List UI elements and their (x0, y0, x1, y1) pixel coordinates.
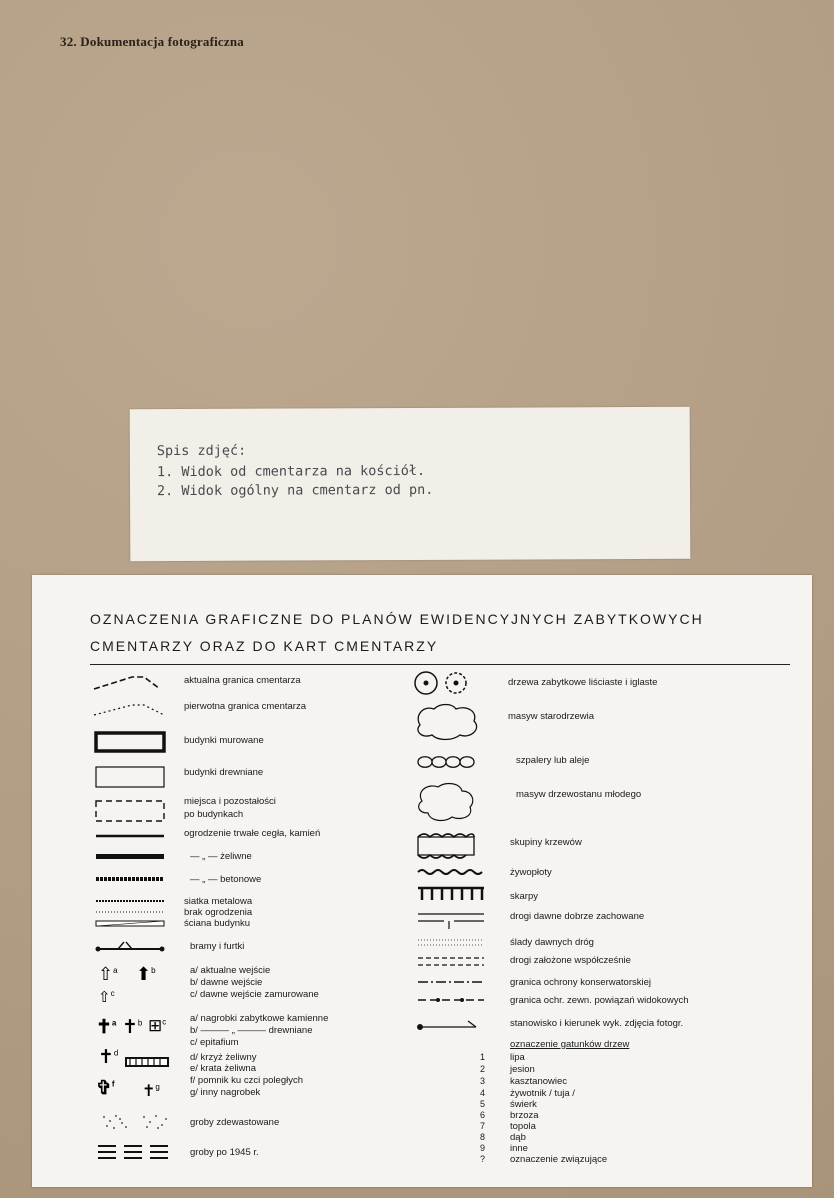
legend-label: drogi dawne dobrze zachowane (510, 911, 645, 922)
tree-number: 9 (480, 1143, 486, 1153)
tree-number: 1 (480, 1052, 486, 1062)
tree-species: brzoza (510, 1110, 539, 1121)
hedges-symbol (414, 867, 494, 877)
legend-label: stanowisko i kierunek wyk. zdjęcia fotogr. (510, 1018, 684, 1029)
tree-species: inne (510, 1143, 528, 1154)
old-woodland-symbol (412, 701, 492, 741)
legend-label: siatka metalowa (184, 896, 253, 907)
legend-label: budynki drewniane (184, 767, 264, 778)
legend-label: — „ — żeliwne (190, 851, 252, 862)
legend-label: skupiny krzewów (510, 837, 582, 848)
legend-label: d/ krzyż żeliwny (190, 1052, 257, 1063)
tree-species: żywotnik / tuja / (510, 1088, 575, 1099)
tree-number: ? (480, 1154, 486, 1164)
legend-sheet (32, 575, 812, 1187)
legend-label: c/ epitafium (190, 1037, 239, 1048)
legend-label: e/ krata żeliwna (190, 1063, 257, 1074)
title-divider (90, 664, 790, 665)
legend-label: groby zdewastowane (190, 1117, 280, 1128)
legend-label: f/ pomnik ku czci poległych (190, 1075, 303, 1086)
legend-label: groby po 1945 r. (190, 1147, 259, 1158)
current-boundary-symbol (92, 671, 172, 695)
brick-building-symbol (92, 729, 172, 755)
tree-number: 3 (480, 1076, 486, 1086)
tree-species: dąb (510, 1132, 526, 1143)
legend-label: pierwotna granica cmentarza (184, 701, 306, 712)
legend-label: aktualna granica cmentarza (184, 675, 301, 686)
gates-symbol (92, 939, 172, 955)
concrete-fence-symbol (92, 873, 172, 885)
legend-label: b/ ——— „ ——— drewniane (190, 1025, 313, 1036)
legend-label: szpalery lub aleje (516, 755, 590, 766)
epitaph-icon: ⊞$^c$ (148, 1016, 167, 1035)
legend-label: po budynkach (184, 809, 244, 820)
tree-number: 2 (480, 1064, 486, 1074)
conservation-boundary-symbol (414, 977, 494, 987)
legend-title-line1: OZNACZENIA GRAFICZNE DO PLANÓW EWIDENCYJNYCH ZABYTKOWYCH (90, 611, 704, 627)
fence-types-symbol (92, 897, 172, 931)
photo-list-item: 1. Widok od cmentarza na kościół. (156, 462, 426, 481)
legend-label: żywopłoty (510, 867, 552, 878)
iron-grate-icon (124, 1055, 172, 1069)
legend-label: ślady dawnych dróg (510, 937, 594, 948)
legend-label: granica ochr. zewn. powiązań widokowych (510, 995, 689, 1006)
legend-label: bramy i furtki (190, 941, 245, 952)
old-roads-symbol (414, 909, 494, 929)
solid-fence-symbol (92, 831, 172, 841)
legend-label: skarpy (510, 891, 538, 902)
original-boundary-symbol (92, 697, 172, 719)
road-traces-symbol (414, 937, 494, 947)
other-tomb-icon: ✝$^g$ (142, 1082, 160, 1100)
young-woodland-symbol (412, 779, 492, 823)
legend-label: masyw drzewostanu młodego (516, 789, 642, 800)
tree-species: świerk (510, 1099, 537, 1110)
photo-list-slip (130, 407, 691, 561)
photo-list-item: 2. Widok ogólny na cmentarz od pn. (156, 481, 434, 500)
view-zone-boundary-symbol (414, 995, 494, 1005)
tree-rows-symbol (414, 751, 494, 773)
memorial-icon: ✞$^f$ (96, 1078, 115, 1099)
photo-list-title: Spis zdjęć: (156, 442, 247, 460)
legend-label: g/ inny nagrobek (190, 1087, 261, 1098)
tree-number: 8 (480, 1132, 486, 1142)
legend-label: a/ aktualne wejście (190, 965, 271, 976)
tree-number: 7 (480, 1121, 486, 1131)
legend-label: miejsca i pozostałości (184, 796, 276, 807)
legend-title-line2: CMENTARZY ORAZ DO KART CMENTARZY (90, 638, 439, 654)
historic-trees-symbol (412, 669, 482, 697)
tree-species: oznaczenie związujące (510, 1154, 608, 1165)
legend-label: b/ dawne wejście (190, 977, 263, 988)
legend-label: drzewa zabytkowe liściaste i iglaste (508, 677, 658, 688)
legend-label: ściana budynku (184, 918, 251, 929)
legend-label: a/ nagrobki zabytkowe kamienne (190, 1013, 329, 1024)
iron-fence-symbol (92, 851, 172, 863)
legend-label: granica ochrony konserwatorskiej (510, 977, 651, 988)
tree-species: kasztanowiec (510, 1076, 568, 1087)
photo-position-symbol (414, 1017, 494, 1033)
legend-label: masyw starodrzewia (508, 711, 595, 722)
wooden-tomb-icon: ✝$^b$ (122, 1017, 143, 1038)
legend-label: brak ogrodzenia (184, 907, 253, 918)
legend-label: c/ dawne wejście zamurowane (190, 989, 319, 1000)
building-remains-symbol (92, 797, 172, 825)
page-title: 32. Dokumentacja fotograficzna (60, 34, 244, 49)
shrubs-symbol (414, 831, 494, 861)
new-roads-symbol (414, 955, 494, 969)
tree-species: topola (510, 1121, 536, 1132)
legend-label: ogrodzenie trwałe cegła, kamień (184, 828, 321, 839)
iron-cross-icon: ✝$^d$ (98, 1047, 119, 1068)
tree-number: 6 (480, 1110, 486, 1120)
tree-species: jesion (510, 1064, 535, 1075)
legend-label: oznaczenie gatunków drzew (510, 1039, 630, 1050)
legend-label: — „ — betonowe (190, 874, 262, 885)
walled-entrance-icon: ⇧$^c$ (98, 989, 115, 1006)
current-entrance-icon: ⇧$^a$ (98, 964, 118, 984)
former-entrance-icon: ⬆$^b$ (136, 964, 156, 984)
stone-tomb-icon: ✝$^a$ (96, 1017, 117, 1038)
tree-number: 5 (480, 1099, 486, 1109)
legend-label: budynki murowane (184, 735, 264, 746)
legend-label: drogi założone współcześnie (510, 955, 631, 966)
post-1945-graves-symbol (92, 1141, 178, 1165)
slopes-symbol (414, 885, 494, 903)
tree-species: lipa (510, 1052, 525, 1063)
devastated-graves-symbol (92, 1111, 178, 1133)
wooden-building-symbol (92, 763, 172, 791)
tree-number: 4 (480, 1088, 486, 1098)
